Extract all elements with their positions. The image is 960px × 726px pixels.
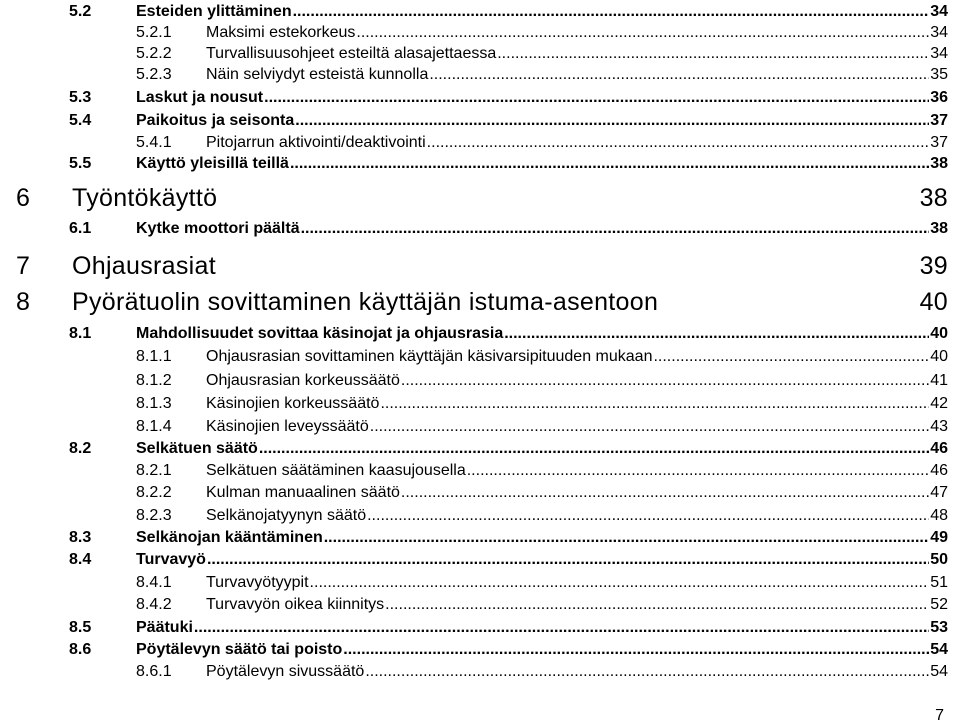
toc-entry-title: Turvavyön oikea kiinnitys <box>206 596 385 613</box>
dot-leader <box>310 574 930 592</box>
toc-entry-page: 42 <box>930 395 948 412</box>
dot-leader <box>356 24 929 42</box>
dot-leader <box>370 418 929 436</box>
toc-entry[interactable] <box>136 507 948 528</box>
toc-entry-number: 8.1.4 <box>136 418 172 435</box>
toc-entry-number: 8.4 <box>69 551 92 568</box>
toc-entry[interactable] <box>69 89 948 110</box>
toc-entry[interactable] <box>69 112 948 133</box>
toc-entry-number: 8.2.1 <box>136 462 172 479</box>
toc-entry-number: 8.1.3 <box>136 395 172 412</box>
dot-leader <box>293 3 930 21</box>
toc-entry-title: Turvavyö <box>136 551 206 568</box>
toc-entry-page: 34 <box>930 45 948 62</box>
toc-entry-title: Mahdollisuudet sovittaa käsinojat ja ohjausrasia <box>136 325 504 342</box>
toc-entry[interactable] <box>136 134 948 155</box>
dot-leader <box>467 462 929 480</box>
toc-entry-page: 50 <box>930 551 948 568</box>
toc-entry-number: 8.2.2 <box>136 484 172 501</box>
toc-entry-page: 39 <box>919 252 948 280</box>
toc-entry-number: 5.5 <box>69 155 92 172</box>
page-number: 7 <box>935 707 944 724</box>
toc-entry-number: 8.5 <box>69 619 92 636</box>
toc-entry-title: Selkätuen säätö <box>136 440 258 457</box>
toc-entry-page: 43 <box>930 418 948 435</box>
toc-entry-page: 40 <box>919 288 948 316</box>
toc-entry[interactable] <box>69 641 948 662</box>
dot-leader <box>653 348 929 366</box>
toc-entry[interactable] <box>69 155 948 176</box>
toc-entry-page: 34 <box>930 3 948 20</box>
toc-entry-page: 38 <box>919 184 948 212</box>
dot-leader <box>301 220 930 238</box>
toc-chapter-entry[interactable] <box>16 184 948 216</box>
dot-leader <box>259 440 929 458</box>
toc-entry-title: Selkätuen säätäminen kaasujousella <box>206 462 466 479</box>
dot-leader <box>194 619 929 637</box>
dot-leader <box>497 45 929 63</box>
toc-entry-title: Kytke moottori päältä <box>136 220 300 237</box>
toc-entry-number: 8.4.1 <box>136 574 172 591</box>
dot-leader <box>429 66 929 84</box>
toc-entry-number: 8.4.2 <box>136 596 172 613</box>
toc-entry-number: 8.1 <box>69 325 92 342</box>
toc-entry-title: Selkänojan kääntäminen <box>136 529 323 546</box>
toc-entry[interactable] <box>69 619 948 640</box>
toc-entry-title: Kulman manuaalinen säätö <box>206 484 400 501</box>
toc-entry-number: 5.2.2 <box>136 45 172 62</box>
toc-entry-title: Pyörätuolin sovittaminen käyttäjän istuma-asentoon <box>72 288 659 316</box>
toc-entry-title: Käsinojien korkeussäätö <box>206 395 380 412</box>
dot-leader <box>380 395 929 413</box>
toc-entry-number: 5.2 <box>69 3 92 20</box>
toc-entry[interactable] <box>69 220 948 241</box>
toc-entry[interactable] <box>69 551 948 572</box>
toc-entry[interactable] <box>136 596 948 617</box>
toc-entry[interactable] <box>136 45 948 66</box>
dot-leader <box>365 663 929 681</box>
toc-entry-title: Laskut ja nousut <box>136 89 264 106</box>
toc-entry-title: Maksimi estekorkeus <box>206 24 356 41</box>
dot-leader <box>504 325 929 343</box>
toc-entry[interactable] <box>136 574 948 595</box>
toc-entry-page: 37 <box>930 112 948 129</box>
toc-entry-title: Päätuki <box>136 619 193 636</box>
toc-entry-number: 8.2.3 <box>136 507 172 524</box>
toc-entry-title: Käsinojien leveyssäätö <box>206 418 369 435</box>
toc-entry-number: 8.1.1 <box>136 348 172 365</box>
toc-entry[interactable] <box>69 325 948 346</box>
toc-entry-title: Ohjausrasiat <box>72 252 216 280</box>
toc-entry-number: 6.1 <box>69 220 92 237</box>
dot-leader <box>295 112 929 130</box>
toc-entry[interactable] <box>136 484 948 505</box>
toc-entry-page: 34 <box>930 24 948 41</box>
toc-entry-page: 54 <box>930 641 948 658</box>
dot-leader <box>290 155 929 173</box>
toc-entry-number: 7 <box>16 252 31 280</box>
toc-entry-title: Paikoitus ja seisonta <box>136 112 295 129</box>
toc-entry-page: 36 <box>930 89 948 106</box>
toc-entry-page: 53 <box>930 619 948 636</box>
toc-entry-page: 40 <box>930 325 948 342</box>
toc-entry-number: 8.6 <box>69 641 92 658</box>
toc-entry-page: 41 <box>930 372 948 389</box>
toc-entry-title: Ohjausrasian korkeussäätö <box>206 372 400 389</box>
toc-entry-title: Käyttö yleisillä teillä <box>136 155 289 172</box>
toc-entry-title: Näin selviydyt esteistä kunnolla <box>206 66 429 83</box>
dot-leader <box>207 551 929 569</box>
toc-entry-title: Turvavyötyypit <box>206 574 309 591</box>
toc-entry-number: 5.2.1 <box>136 24 172 41</box>
toc-entry[interactable] <box>69 3 948 24</box>
toc-entry-page: 46 <box>930 462 948 479</box>
toc-entry[interactable] <box>136 24 948 45</box>
toc-entry-page: 37 <box>930 134 948 151</box>
toc-entry-page: 40 <box>930 348 948 365</box>
toc-entry[interactable] <box>136 418 948 439</box>
toc-entry[interactable] <box>136 66 948 87</box>
toc-entry-page: 46 <box>930 440 948 457</box>
toc-entry-number: 8.6.1 <box>136 663 172 680</box>
toc-entry-number: 5.3 <box>69 89 92 106</box>
toc-entry-number: 5.2.3 <box>136 66 172 83</box>
dot-leader <box>324 529 929 547</box>
toc-entry-page: 38 <box>930 155 948 172</box>
toc-entry[interactable] <box>69 529 948 550</box>
dot-leader <box>264 89 929 107</box>
toc-entry-title: Työntökäyttö <box>72 184 218 212</box>
toc-entry-page: 35 <box>930 66 948 83</box>
dot-leader <box>385 596 929 614</box>
toc-entry-page: 47 <box>930 484 948 501</box>
toc-entry-page: 52 <box>930 596 948 613</box>
toc-chapter-entry[interactable] <box>16 252 948 284</box>
toc-entry-page: 54 <box>930 663 948 680</box>
toc-entry-number: 8.1.2 <box>136 372 172 389</box>
dot-leader <box>367 507 929 525</box>
toc-entry-page: 51 <box>930 574 948 591</box>
toc-entry[interactable] <box>69 440 948 461</box>
toc-entry-title: Pöytälevyn sivussäätö <box>206 663 365 680</box>
toc-entry-title: Pitojarrun aktivointi/deaktivointi <box>206 134 426 151</box>
toc-entry[interactable] <box>136 348 948 369</box>
toc-entry-title: Selkänojatyynyn säätö <box>206 507 367 524</box>
toc-entry-title: Ohjausrasian sovittaminen käyttäjän käsivarsipituuden mukaan <box>206 348 653 365</box>
dot-leader <box>401 372 929 390</box>
dot-leader <box>343 641 929 659</box>
toc-entry-number: 8.3 <box>69 529 92 546</box>
toc-entry-page: 48 <box>930 507 948 524</box>
toc-entry-number: 6 <box>16 184 31 212</box>
toc-entry[interactable] <box>136 462 948 483</box>
toc-entry-title: Pöytälevyn säätö tai poisto <box>136 641 343 658</box>
toc-entry[interactable] <box>136 372 948 393</box>
toc-entry-number: 8.2 <box>69 440 92 457</box>
toc-entry[interactable] <box>136 395 948 416</box>
toc-entry-title: Esteiden ylittäminen <box>136 3 292 20</box>
toc-chapter-entry[interactable] <box>16 288 948 320</box>
dot-leader <box>427 134 930 152</box>
toc-entry[interactable] <box>136 663 948 684</box>
toc-entry-number: 5.4.1 <box>136 134 172 151</box>
toc-entry-number: 5.4 <box>69 112 92 129</box>
dot-leader <box>401 484 929 502</box>
toc-entry-page: 38 <box>930 220 948 237</box>
toc-entry-title: Turvallisuusohjeet esteiltä alasajettaessa <box>206 45 497 62</box>
toc-entry-page: 49 <box>930 529 948 546</box>
toc-entry-number: 8 <box>16 288 31 316</box>
